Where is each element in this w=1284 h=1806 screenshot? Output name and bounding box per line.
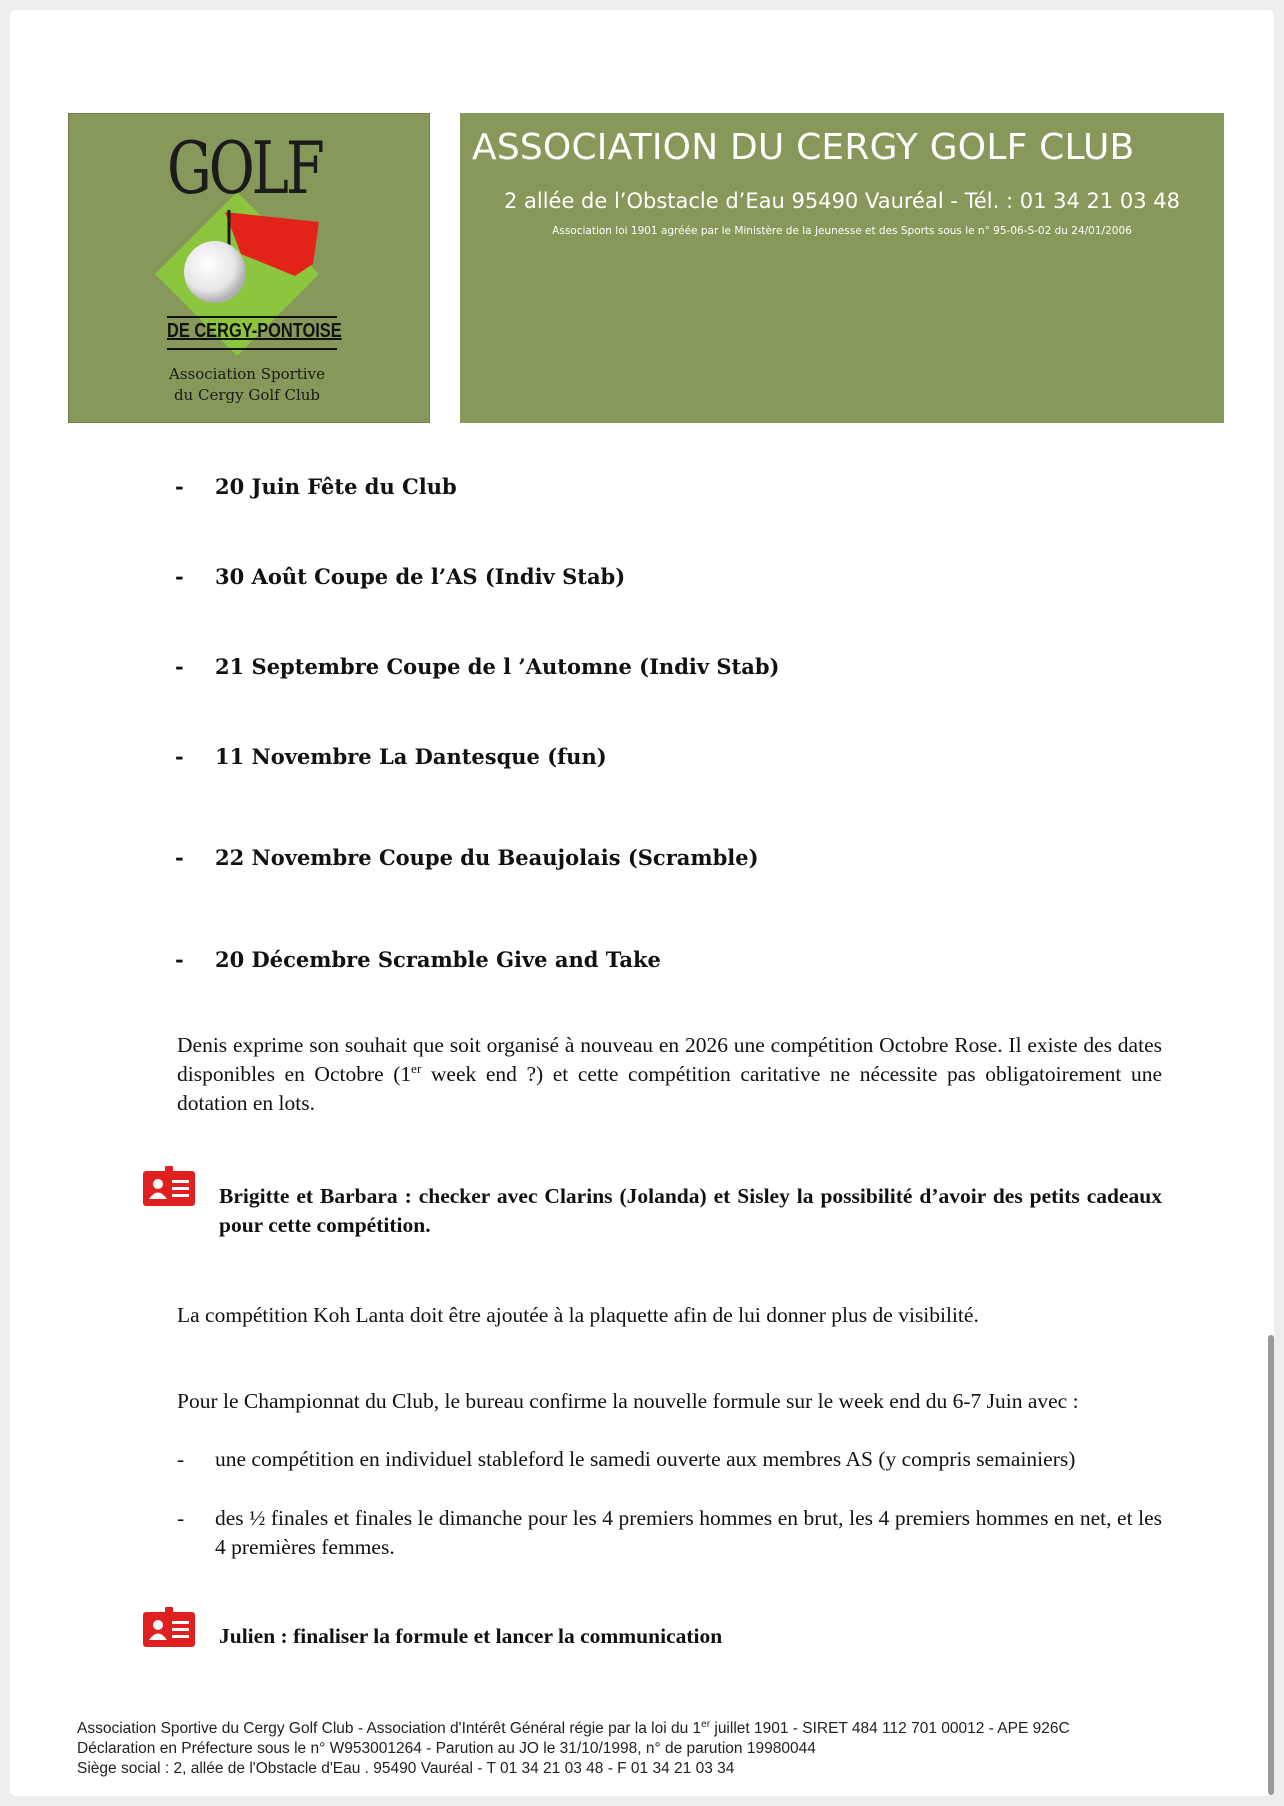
footer-text: Association Sportive du Cergy Golf Club - Association d'Intérêt Général régie par la loi du 1 bbox=[77, 1720, 702, 1737]
action-item-brigitte-barbara: Brigitte et Barbara : checker avec Clarins (Jolanda) et Sisley la possibilité d’avoir des petits cadeaux pour cette compétition. bbox=[219, 1184, 1162, 1237]
event-item bbox=[175, 654, 779, 679]
event-item bbox=[175, 744, 607, 769]
list-dash: - bbox=[175, 947, 184, 972]
bullet-text: des ½ finales et finales le dimanche pour les 4 premiers hommes en brut, les 4 premiers hommes en net, et les 4 premières femmes. bbox=[215, 1506, 1162, 1559]
paragraph-text: Denis exprime son souhait que soit organisé à nouveau en 2026 une compétition Octobre Rose. Il existe des dates disponibles en Octobre (1 bbox=[177, 1033, 1162, 1086]
document-page bbox=[10, 10, 1274, 1796]
logo-rule-top bbox=[167, 316, 337, 318]
action-contact-card-icon bbox=[143, 1166, 195, 1206]
logo-caption-line2: du Cergy Golf Club bbox=[173, 386, 321, 404]
footer-line3: Siège social : 2, allée de l'Obstacle d'Eau . 95490 Vauréal - T 01 34 21 03 48 - F 01 34 21 03 34 bbox=[77, 1760, 735, 1777]
logo-wordmark: GOLF bbox=[167, 126, 322, 210]
logo-subtitle: DE CERGY-PONTOISE bbox=[167, 320, 342, 342]
event-text: 20 Juin Fête du Club bbox=[215, 474, 457, 499]
event-text: 20 Décembre Scramble Give and Take bbox=[215, 947, 661, 972]
list-dash: - bbox=[175, 744, 184, 769]
paragraph-octobre-rose bbox=[177, 1031, 1162, 1118]
list-dash: - bbox=[175, 654, 184, 679]
action-item-julien: Julien : finaliser la formule et lancer la communication bbox=[219, 1624, 723, 1648]
footer-line1 bbox=[77, 1719, 1227, 1739]
bullet-item bbox=[177, 1445, 1162, 1474]
event-text: 30 Août Coupe de l’AS (Indiv Stab) bbox=[215, 564, 626, 589]
paragraph-text: week end ?) et cette compétition caritative ne nécessite pas obligatoirement une dotation en lots. bbox=[177, 1062, 1162, 1115]
banner-title: ASSOCIATION DU CERGY GOLF CLUB bbox=[472, 127, 1135, 168]
list-dash: - bbox=[177, 1506, 185, 1530]
event-text: 21 Septembre Coupe de l ’Automne (Indiv Stab) bbox=[215, 654, 780, 679]
event-text: 11 Novembre La Dantesque (fun) bbox=[215, 744, 607, 769]
action-contact-card-icon bbox=[143, 1607, 195, 1647]
bullet-text: une compétition en individuel stableford le samedi ouverte aux membres AS (y compris semainiers) bbox=[215, 1447, 1076, 1471]
list-dash: - bbox=[175, 564, 184, 589]
bullet-item bbox=[177, 1504, 1162, 1562]
footer-line2: Déclaration en Préfecture sous le n° W953001264 - Parution au JO le 31/10/1998, n° de parution 19980044 bbox=[77, 1740, 816, 1757]
list-dash: - bbox=[175, 845, 184, 870]
superscript: er bbox=[411, 1060, 422, 1076]
event-item bbox=[175, 845, 759, 870]
event-item bbox=[175, 564, 625, 589]
banner-address: 2 allée de l’Obstacle d’Eau 95490 Vauréal - Tél. : 01 34 21 03 48 bbox=[503, 189, 1181, 213]
logo-rule-bottom bbox=[167, 348, 337, 350]
paragraph-championnat: Pour le Championnat du Club, le bureau confirme la nouvelle formule sur le week end du 6-7 Juin avec : bbox=[177, 1389, 1079, 1413]
logo-caption bbox=[129, 364, 365, 406]
list-dash: - bbox=[177, 1447, 185, 1471]
logo-caption-line1: Association Sportive bbox=[169, 365, 325, 383]
event-item bbox=[175, 947, 661, 972]
scrollbar-thumb[interactable] bbox=[1268, 1335, 1274, 1795]
club-logo bbox=[68, 113, 430, 423]
page-footer bbox=[77, 1719, 1227, 1779]
event-item bbox=[175, 474, 457, 499]
paragraph-koh-lanta: La compétition Koh Lanta doit être ajoutée à la plaquette afin de lui donner plus de visibilité. bbox=[177, 1303, 979, 1327]
event-text: 22 Novembre Coupe du Beaujolais (Scramble) bbox=[215, 845, 759, 870]
logo-golf-ball bbox=[184, 241, 246, 303]
superscript: er bbox=[701, 1718, 711, 1730]
footer-text: juillet 1901 - SIRET 484 112 701 00012 - APE 926C bbox=[710, 1720, 1070, 1737]
list-dash: - bbox=[175, 474, 184, 499]
header-banner bbox=[460, 113, 1224, 423]
banner-legal-note: Association loi 1901 agréée par le Ministère de la Jeunesse et des Sports sous le n° 95-06-S-02 du 24/01/2006 bbox=[552, 225, 1132, 237]
